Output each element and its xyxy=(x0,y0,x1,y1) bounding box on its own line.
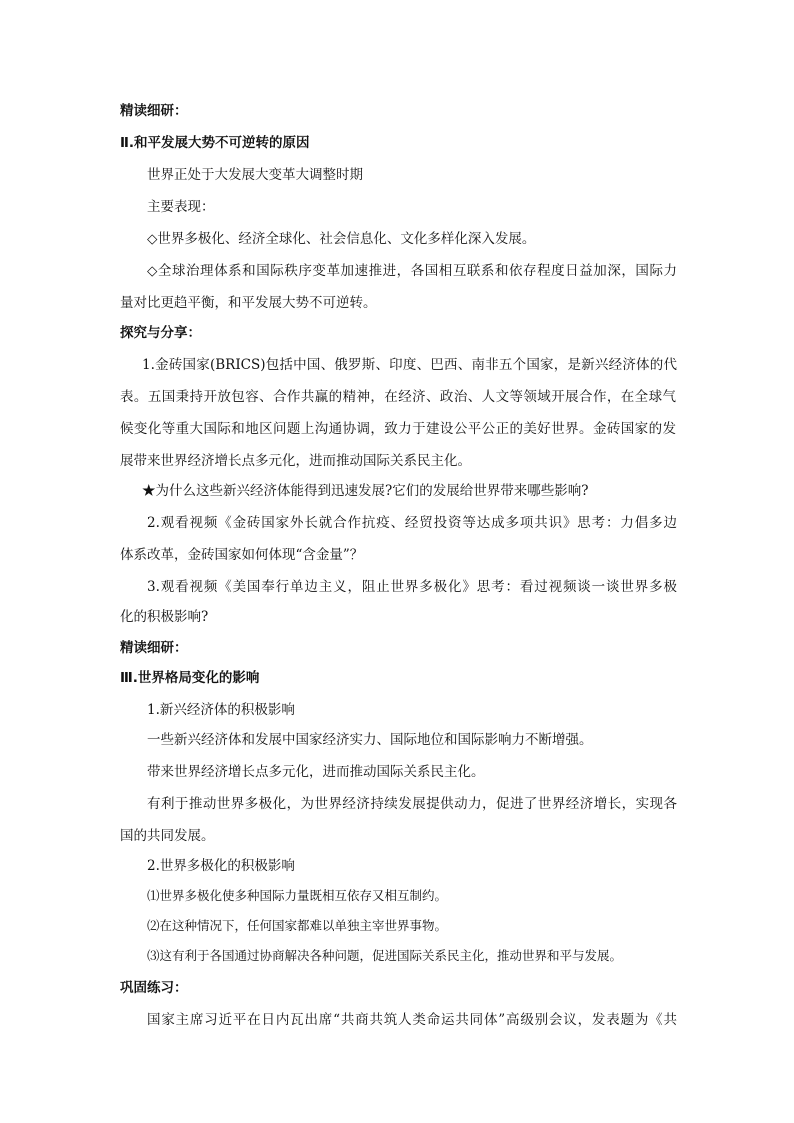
video-question-1-line1: 2.观看视频《金砖国家外长就合作抗疫、经贸投资等达成多项共识》思考：力倡多边 xyxy=(147,515,677,531)
multipolarity-item-3: ⑶这有利于各国通过协商解决各种问题，促进国际关系民主化，推动世界和平与发展。 xyxy=(147,948,623,963)
video-question-2-line2: 化的积极影响? xyxy=(120,609,209,625)
section-heading-explore-share: 探究与分享： xyxy=(120,325,201,341)
subheading-peace-development: Ⅱ.和平发展大势不可逆转的原因 xyxy=(120,135,310,151)
emerging-economies-point1: 一些新兴经济体和发展中国家经济实力、国际地位和国际影响力不断增强。 xyxy=(147,732,593,748)
multipolarity-item-1: ⑴世界多极化使多种国际力量既相互依存又相互制约。 xyxy=(147,888,448,903)
star-question: ★为什么这些新兴经济体能得到迅速发展?它们的发展给世界带来哪些影响? xyxy=(142,483,589,499)
multipolarity-title: 2.世界多极化的积极影响 xyxy=(147,858,295,874)
subheading-world-pattern-impact: Ⅲ.世界格局变化的影响 xyxy=(120,670,260,686)
section-heading-consolidation: 巩固练习： xyxy=(120,980,188,996)
section-heading-close-reading-2: 精读细研： xyxy=(120,640,188,656)
emerging-economies-point3-line2: 国的共同发展。 xyxy=(120,828,215,844)
brics-paragraph-line2: 表。五国秉持开放包容、合作共赢的精神，在经济、政治、人文等领域开展合作，在全球气 xyxy=(120,389,676,405)
exercise-paragraph-line1: 国家主席习近平在日内瓦出席“共商共筑人类命运共同体”高级别会议，发表题为《共 xyxy=(147,1012,677,1028)
bullet-global-governance-line2: 量对比更趋平衡，和平发展大势不可逆转。 xyxy=(120,295,377,311)
video-question-2-line1: 3.观看视频《美国奉行单边主义，阻止世界多极化》思考：看过视频谈一谈世界多极 xyxy=(147,579,677,595)
section-heading-close-reading-1: 精读细研： xyxy=(120,103,188,119)
video-question-1-line2: 体系改革，金砖国家如何体现“含金量”？ xyxy=(120,547,364,563)
brics-paragraph-line1: 1.金砖国家(BRICS)包括中国、俄罗斯、印度、巴西、南非五个国家，是新兴经济体的代 xyxy=(142,357,677,373)
brics-paragraph-line4: 展带来世界经济增长点多元化，进而推动国际关系民主化。 xyxy=(120,453,471,469)
brics-paragraph-line3: 候变化等重大国际和地区问题上沟通协调，致力于建设公平公正的美好世界。金砖国家的发 xyxy=(120,421,676,437)
emerging-economies-point2: 带来世界经济增长点多元化，进而推动国际关系民主化。 xyxy=(147,764,485,780)
emerging-economies-title: 1.新兴经济体的积极影响 xyxy=(147,702,295,718)
paragraph-main-manifestations: 主要表现： xyxy=(147,199,215,215)
bullet-multipolarity: ◇世界多极化、经济全球化、社会信息化、文化多样化深入发展。 xyxy=(147,231,536,247)
bullet-global-governance-line1: ◇全球治理体系和国际秩序变革加速推进，各国相互联系和依存程度日益加深，国际力 xyxy=(147,263,677,279)
emerging-economies-point3-line1: 有利于推动世界多极化，为世界经济持续发展提供动力，促进了世界经济增长，实现各 xyxy=(147,796,677,812)
paragraph-world-change: 世界正处于大发展大变革大调整时期 xyxy=(147,167,363,183)
multipolarity-item-2: ⑵在这种情况下，任何国家都难以单独主宰世界事物。 xyxy=(147,918,448,933)
